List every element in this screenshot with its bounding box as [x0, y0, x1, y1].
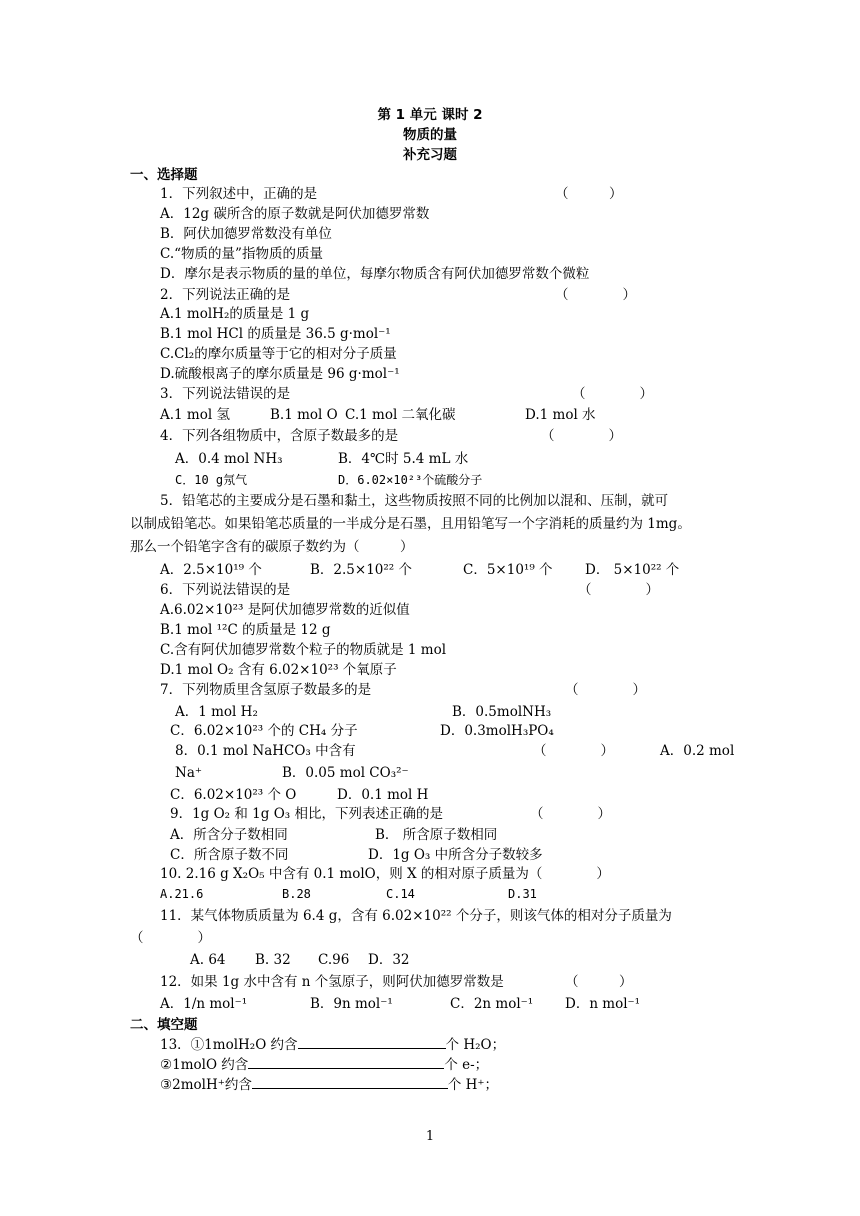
q4-option-c: C．10 g氖气: [175, 473, 248, 487]
q13-part-3: [160, 1075, 498, 1095]
q3-option-d: D.1 mol 水: [525, 407, 596, 423]
q13-blank-2[interactable]: [248, 1055, 444, 1069]
q10-option-d: D.31: [508, 887, 537, 901]
q9-option-c: C．所含原子数不同: [170, 847, 289, 863]
q9-option-b: B． 所含原子数相同: [375, 827, 498, 843]
page-number: 1: [425, 1129, 435, 1144]
q5-option-b: B．2.5×10²² 个: [310, 562, 412, 578]
q13-part-3-suffix: 个 H⁺；: [447, 1077, 499, 1093]
q4-answer-paren: （ ）: [541, 428, 622, 444]
q5-option-a: A．2.5×10¹⁹ 个: [160, 562, 262, 578]
q13-part-2-prefix: ②1molO 约含: [160, 1057, 249, 1073]
q5-stem-line-3: 那么一个铅笔字含有的碳原子数约为（ ）: [130, 539, 414, 555]
q6-option-a: A.6.02×10²³ 是阿伏加德罗常数的近似值: [160, 602, 410, 618]
q13-part-1-prefix: 13．①1molH₂O 约含: [160, 1037, 298, 1053]
q13-blank-3[interactable]: [252, 1075, 448, 1089]
q13-part-2-suffix: 个 e-；: [444, 1057, 489, 1073]
q12-stem: 12．如果 1g 水中含有 n 个氢原子，则阿伏加德罗常数是: [160, 974, 504, 990]
q7-option-a: A．1 mol H₂: [175, 704, 258, 720]
q2-answer-paren: （ ）: [555, 287, 636, 303]
q9-option-a: A．所含分子数相同: [170, 827, 288, 843]
doc-subtitle-2: 补充习题: [403, 147, 457, 163]
q8-answer-paren: （ ）: [533, 743, 614, 759]
section-heading-choice: 一、选择题: [130, 167, 198, 183]
q5-stem-line-2: 以制成铅笔芯。如果铅笔芯质量的一半成分是石墨，且用铅笔写一个字消耗的质量约为 1mg。: [130, 516, 691, 532]
q1-answer-paren: （ ）: [555, 186, 623, 202]
q11-option-b: B. 32: [255, 952, 291, 968]
q7-stem: 7．下列物质里含氢原子数最多的是: [160, 682, 372, 698]
q3-option-b: B.1 mol O: [270, 407, 338, 423]
q11-stem-line-2: （ ）: [130, 930, 211, 946]
q13-part-3-prefix: ③2molH⁺约含: [160, 1077, 252, 1093]
q1-option-b: B．阿伏加德罗常数没有单位: [160, 226, 332, 242]
q5-option-c: C．5×10¹⁹ 个: [463, 562, 553, 578]
q11-stem-line-1: 11．某气体物质质量为 6.4 g，含有 6.02×10²² 个分子，则该气体的相对分子质量为: [160, 908, 672, 924]
q9-stem: 9．1g O₂ 和 1g O₃ 相比，下列表述正确的是: [170, 806, 443, 822]
q2-option-c: C.Cl₂的摩尔质量等于它的相对分子质量: [160, 346, 397, 362]
doc-subtitle: 物质的量: [403, 127, 457, 143]
q6-option-d: D.1 mol O₂ 含有 6.02×10²³ 个氧原子: [160, 662, 397, 678]
q6-option-c: C.含有阿伏加德罗常数个粒子的物质就是 1 mol: [160, 642, 447, 658]
q13-part-1: [160, 1035, 505, 1055]
q2-option-d: D.硫酸根离子的摩尔质量是 96 g·mol⁻¹: [160, 366, 400, 382]
q6-option-b: B.1 mol ¹²C 的质量是 12 g: [160, 622, 331, 638]
q6-answer-paren: （ ）: [578, 582, 659, 598]
q3-option-a: A.1 mol 氢: [160, 407, 230, 423]
q7-option-c: C．6.02×10²³ 个的 CH₄ 分子: [170, 723, 358, 739]
q8-stem: 8．0.1 mol NaHCO₃ 中含有: [175, 743, 356, 759]
q10-option-b: B.28: [282, 887, 311, 901]
q2-option-b: B.1 mol HCl 的质量是 36.5 g·mol⁻¹: [160, 326, 391, 342]
q8-option-a: A．0.2 mol: [660, 743, 735, 759]
q12-option-c: C．2n mol⁻¹: [450, 996, 534, 1012]
q10-option-c: C.14: [386, 887, 415, 901]
q1-option-c: C.“物质的量”指物质的质量: [160, 246, 323, 262]
q1-option-a: A．12g 碳所含的原子数就是阿伏加德罗常数: [160, 206, 430, 222]
q12-option-b: B．9n mol⁻¹: [310, 996, 393, 1012]
q13-part-2: [160, 1055, 488, 1075]
q6-stem: 6．下列说法错误的是: [160, 582, 291, 598]
q4-stem: 4．下列各组物质中，含原子数最多的是: [160, 428, 399, 444]
q4-option-b: B．4℃时 5.4 mL 水: [338, 451, 469, 467]
q7-option-d: D．0.3molH₃PO₄: [440, 723, 554, 739]
q7-option-b: B．0.5molNH₃: [452, 704, 552, 720]
q4-option-d: D．6.02×10²³个硫酸分子: [338, 473, 483, 487]
doc-title: 第 1 单元 课时 2: [377, 107, 483, 123]
q9-answer-paren: （ ）: [530, 806, 611, 822]
q12-option-a: A．1/n mol⁻¹: [160, 996, 248, 1012]
q13-blank-1[interactable]: [298, 1035, 446, 1049]
q10-option-a: A.21.6: [160, 887, 204, 901]
q2-option-a: A.1 molH₂的质量是 1 g: [160, 306, 310, 322]
q11-option-c: C.96: [318, 952, 350, 968]
q3-option-c: C.1 mol 二氧化碳: [345, 407, 456, 423]
q8-option-c: C．6.02×10²³ 个 O: [170, 787, 297, 803]
q5-option-d: D． 5×10²² 个: [585, 562, 680, 578]
section-heading-fill: 二、填空题: [130, 1017, 198, 1033]
q12-answer-paren: （ ）: [565, 974, 633, 990]
q8-option-b: B．0.05 mol CO₃²⁻: [282, 765, 409, 781]
q8-option-d: D．0.1 mol H: [337, 787, 429, 803]
q7-answer-paren: （ ）: [565, 682, 646, 698]
q9-option-d: D．1g O₃ 中所含分子数较多: [368, 847, 543, 863]
q2-stem: 2．下列说法正确的是: [160, 287, 291, 303]
q13-part-1-suffix: 个 H₂O；: [445, 1037, 506, 1053]
q1-option-d: D．摩尔是表示物质的量的单位，每摩尔物质含有阿伏加德罗常数个微粒: [160, 266, 590, 282]
q10-stem: 10. 2.16 g X₂O₅ 中含有 0.1 molO，则 X 的相对原子质量为（ ）: [160, 866, 610, 882]
q11-option-a: A. 64: [190, 952, 226, 968]
q3-stem: 3．下列说法错误的是: [160, 386, 291, 402]
q1-stem: 1．下列叙述中，正确的是: [160, 186, 318, 202]
q5-stem-line-1: 5．铅笔芯的主要成分是石墨和黏土，这些物质按照不同的比例加以混和、压制，就可: [160, 493, 669, 509]
q8-option-a-cont: Na⁺: [175, 765, 202, 781]
q12-option-d: D．n mol⁻¹: [565, 996, 641, 1012]
q3-answer-paren: （ ）: [572, 386, 653, 402]
q4-option-a: A．0.4 mol NH₃: [175, 451, 283, 467]
q11-option-d: D．32: [368, 952, 410, 968]
